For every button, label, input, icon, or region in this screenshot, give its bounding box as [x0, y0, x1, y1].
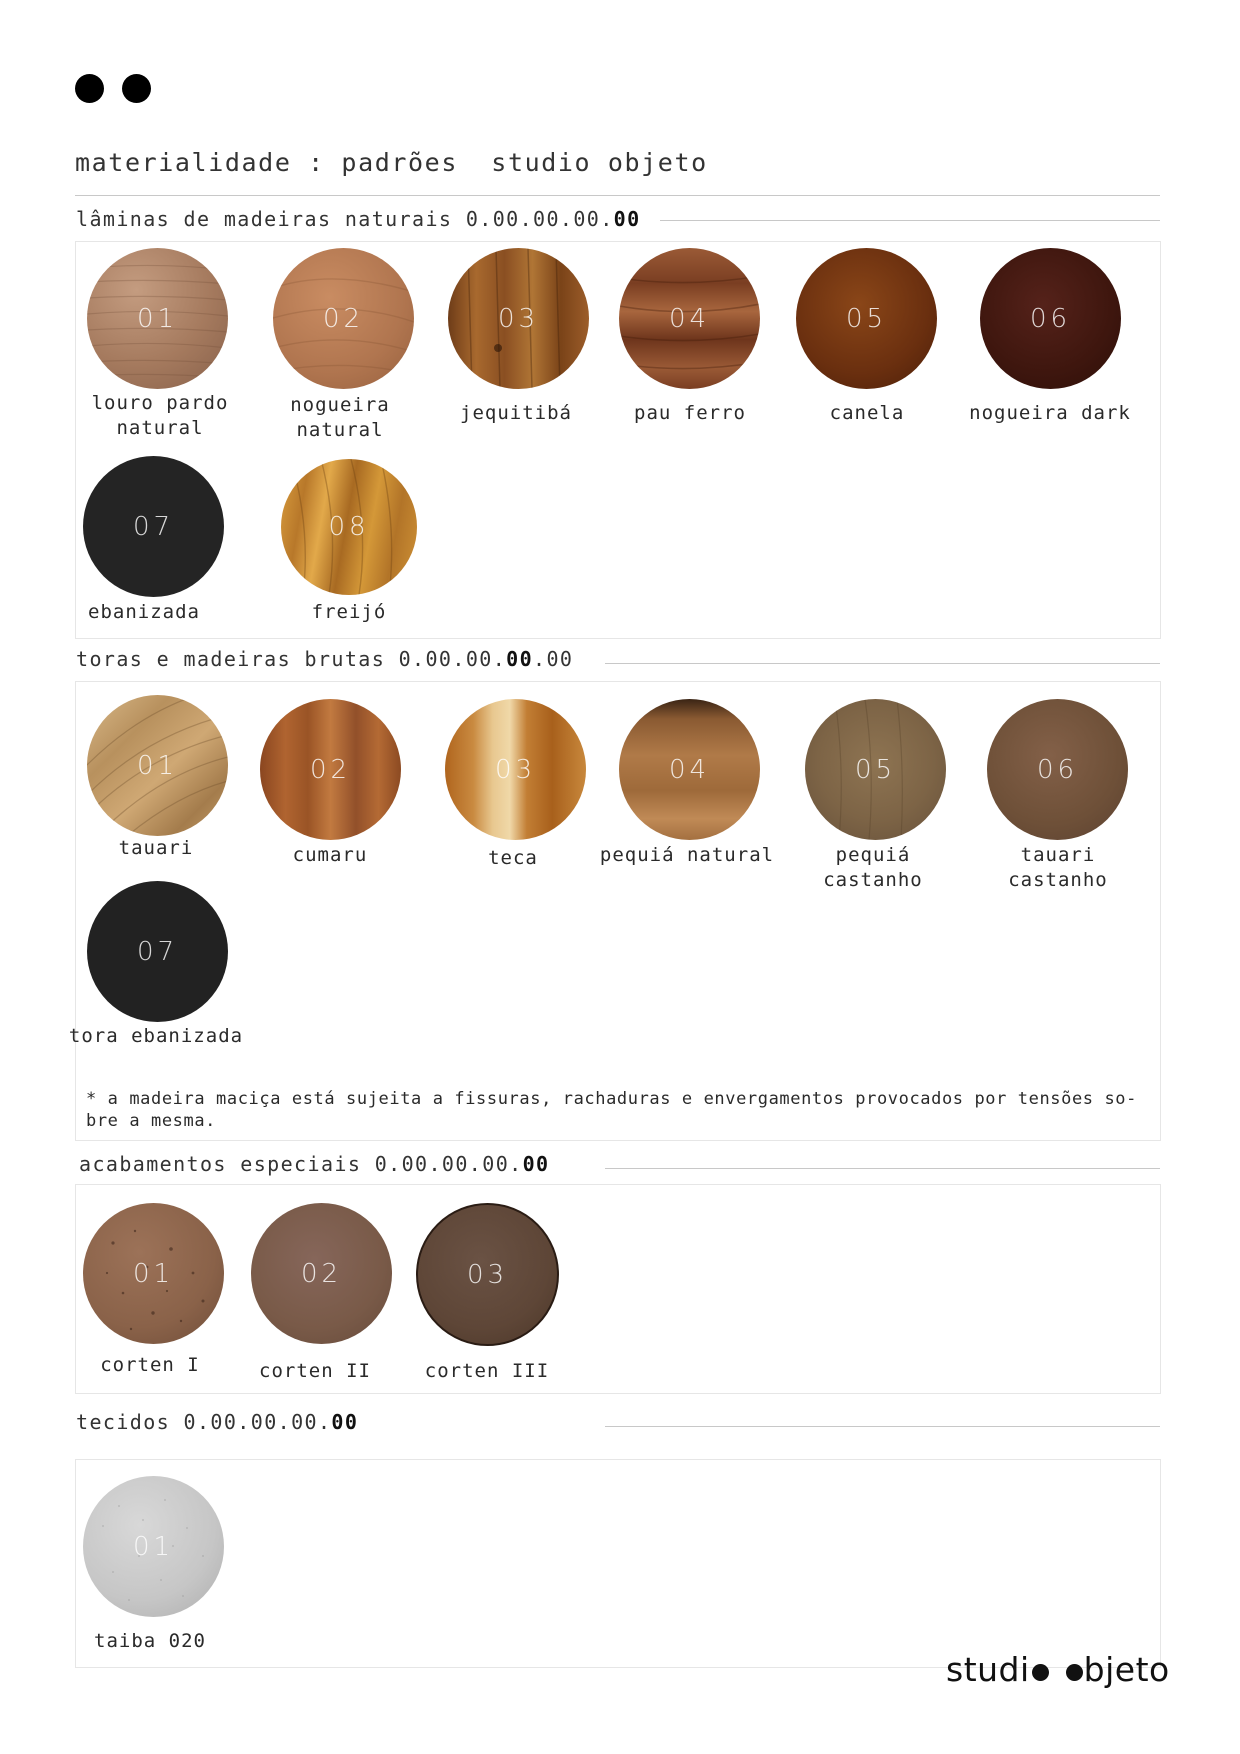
swatch-pequia-castanho[interactable]: 05 — [805, 699, 946, 840]
swatch-corten-ii[interactable]: 02 — [251, 1203, 392, 1344]
swatch-label: teca — [488, 847, 538, 869]
section-divider — [605, 1168, 1160, 1169]
logo-dot — [1032, 1664, 1049, 1681]
swatch-label: corten I — [100, 1354, 200, 1376]
swatch-label: pequiá castanho — [823, 844, 923, 891]
section-divider — [660, 220, 1160, 221]
swatch-pequia-natural[interactable]: 04 — [619, 699, 760, 840]
swatch-freijo[interactable]: 08 — [281, 459, 417, 595]
swatch-tora-ebanizada[interactable]: 07 — [87, 881, 228, 1022]
section-code: 0.00.00.00.00 — [183, 1410, 359, 1434]
decorative-dot-right — [122, 74, 151, 103]
swatch-label: ebanizada — [88, 601, 200, 623]
swatch-label: cumaru — [292, 844, 368, 866]
section-code: 0.00.00.00.00 — [398, 647, 574, 671]
section-divider — [605, 663, 1160, 664]
swatch-label: corten II — [259, 1360, 371, 1382]
swatch-label: tauari castanho — [1008, 844, 1108, 891]
swatch-nogueira-dark[interactable]: 06 — [980, 248, 1121, 389]
swatch-label: corten III — [424, 1360, 550, 1382]
wood-disclaimer-note: * a madeira maciça está sujeita a fissuras, rachaduras e envergamentos provocados por tensões so-bre a mesma. — [86, 1089, 1137, 1131]
swatch-label: taiba 020 — [94, 1630, 206, 1652]
swatch-label: freijó — [311, 601, 387, 623]
section-heading-acabamentos: acabamentos especiais 0.00.00.00.00 — [79, 1152, 550, 1176]
section-heading-tecidos: tecidos 0.00.00.00.00 — [76, 1410, 359, 1434]
decorative-dot-left — [75, 74, 104, 103]
section-heading-laminas: lâminas de madeiras naturais 0.00.00.00.00 — [76, 207, 641, 231]
swatch-label: canela — [829, 402, 905, 424]
swatch-taiba-020[interactable]: 01 — [83, 1476, 224, 1617]
swatch-tauari[interactable]: 01 — [87, 695, 228, 836]
title-divider — [75, 195, 1160, 196]
swatch-canela[interactable]: 05 — [796, 248, 937, 389]
page-title — [75, 148, 708, 177]
title-left: materialidade : padrões — [75, 148, 458, 177]
swatch-label: nogueira dark — [969, 402, 1131, 424]
logo-dot — [1066, 1664, 1083, 1681]
studio-objeto-logo: studi bjeto — [946, 1650, 1170, 1689]
section-divider — [605, 1426, 1160, 1427]
swatch-ebanizada[interactable]: 07 — [83, 456, 224, 597]
swatch-louro-pardo-natural[interactable]: 01 — [87, 248, 228, 389]
section-heading-toras: toras e madeiras brutas 0.00.00.00.00 — [76, 647, 574, 671]
swatch-corten-iii[interactable]: 03 — [416, 1203, 559, 1346]
section-code: 0.00.00.00.00 — [374, 1152, 550, 1176]
swatch-label: louro pardo natural — [91, 392, 229, 439]
swatch-label: tauari — [118, 837, 194, 859]
swatch-label: nogueira natural — [290, 394, 390, 441]
section-code: 0.00.00.00.00 — [465, 207, 641, 231]
swatch-label: pau ferro — [634, 402, 746, 424]
swatch-label: pequiá natural — [599, 844, 775, 866]
swatch-pau-ferro[interactable]: 04 — [619, 248, 760, 389]
swatch-corten-i[interactable]: 01 — [83, 1203, 224, 1344]
title-right: studio objeto — [491, 148, 708, 177]
swatch-label: tora ebanizada — [68, 1025, 244, 1047]
swatch-tauari-castanho[interactable]: 06 — [987, 699, 1128, 840]
swatch-nogueira-natural[interactable]: 02 — [273, 248, 414, 389]
swatch-jequitiba[interactable]: 03 — [448, 248, 589, 389]
swatch-teca[interactable]: 03 — [445, 699, 586, 840]
swatch-cumaru[interactable]: 02 — [260, 699, 401, 840]
swatch-label: jequitibá — [460, 402, 572, 424]
